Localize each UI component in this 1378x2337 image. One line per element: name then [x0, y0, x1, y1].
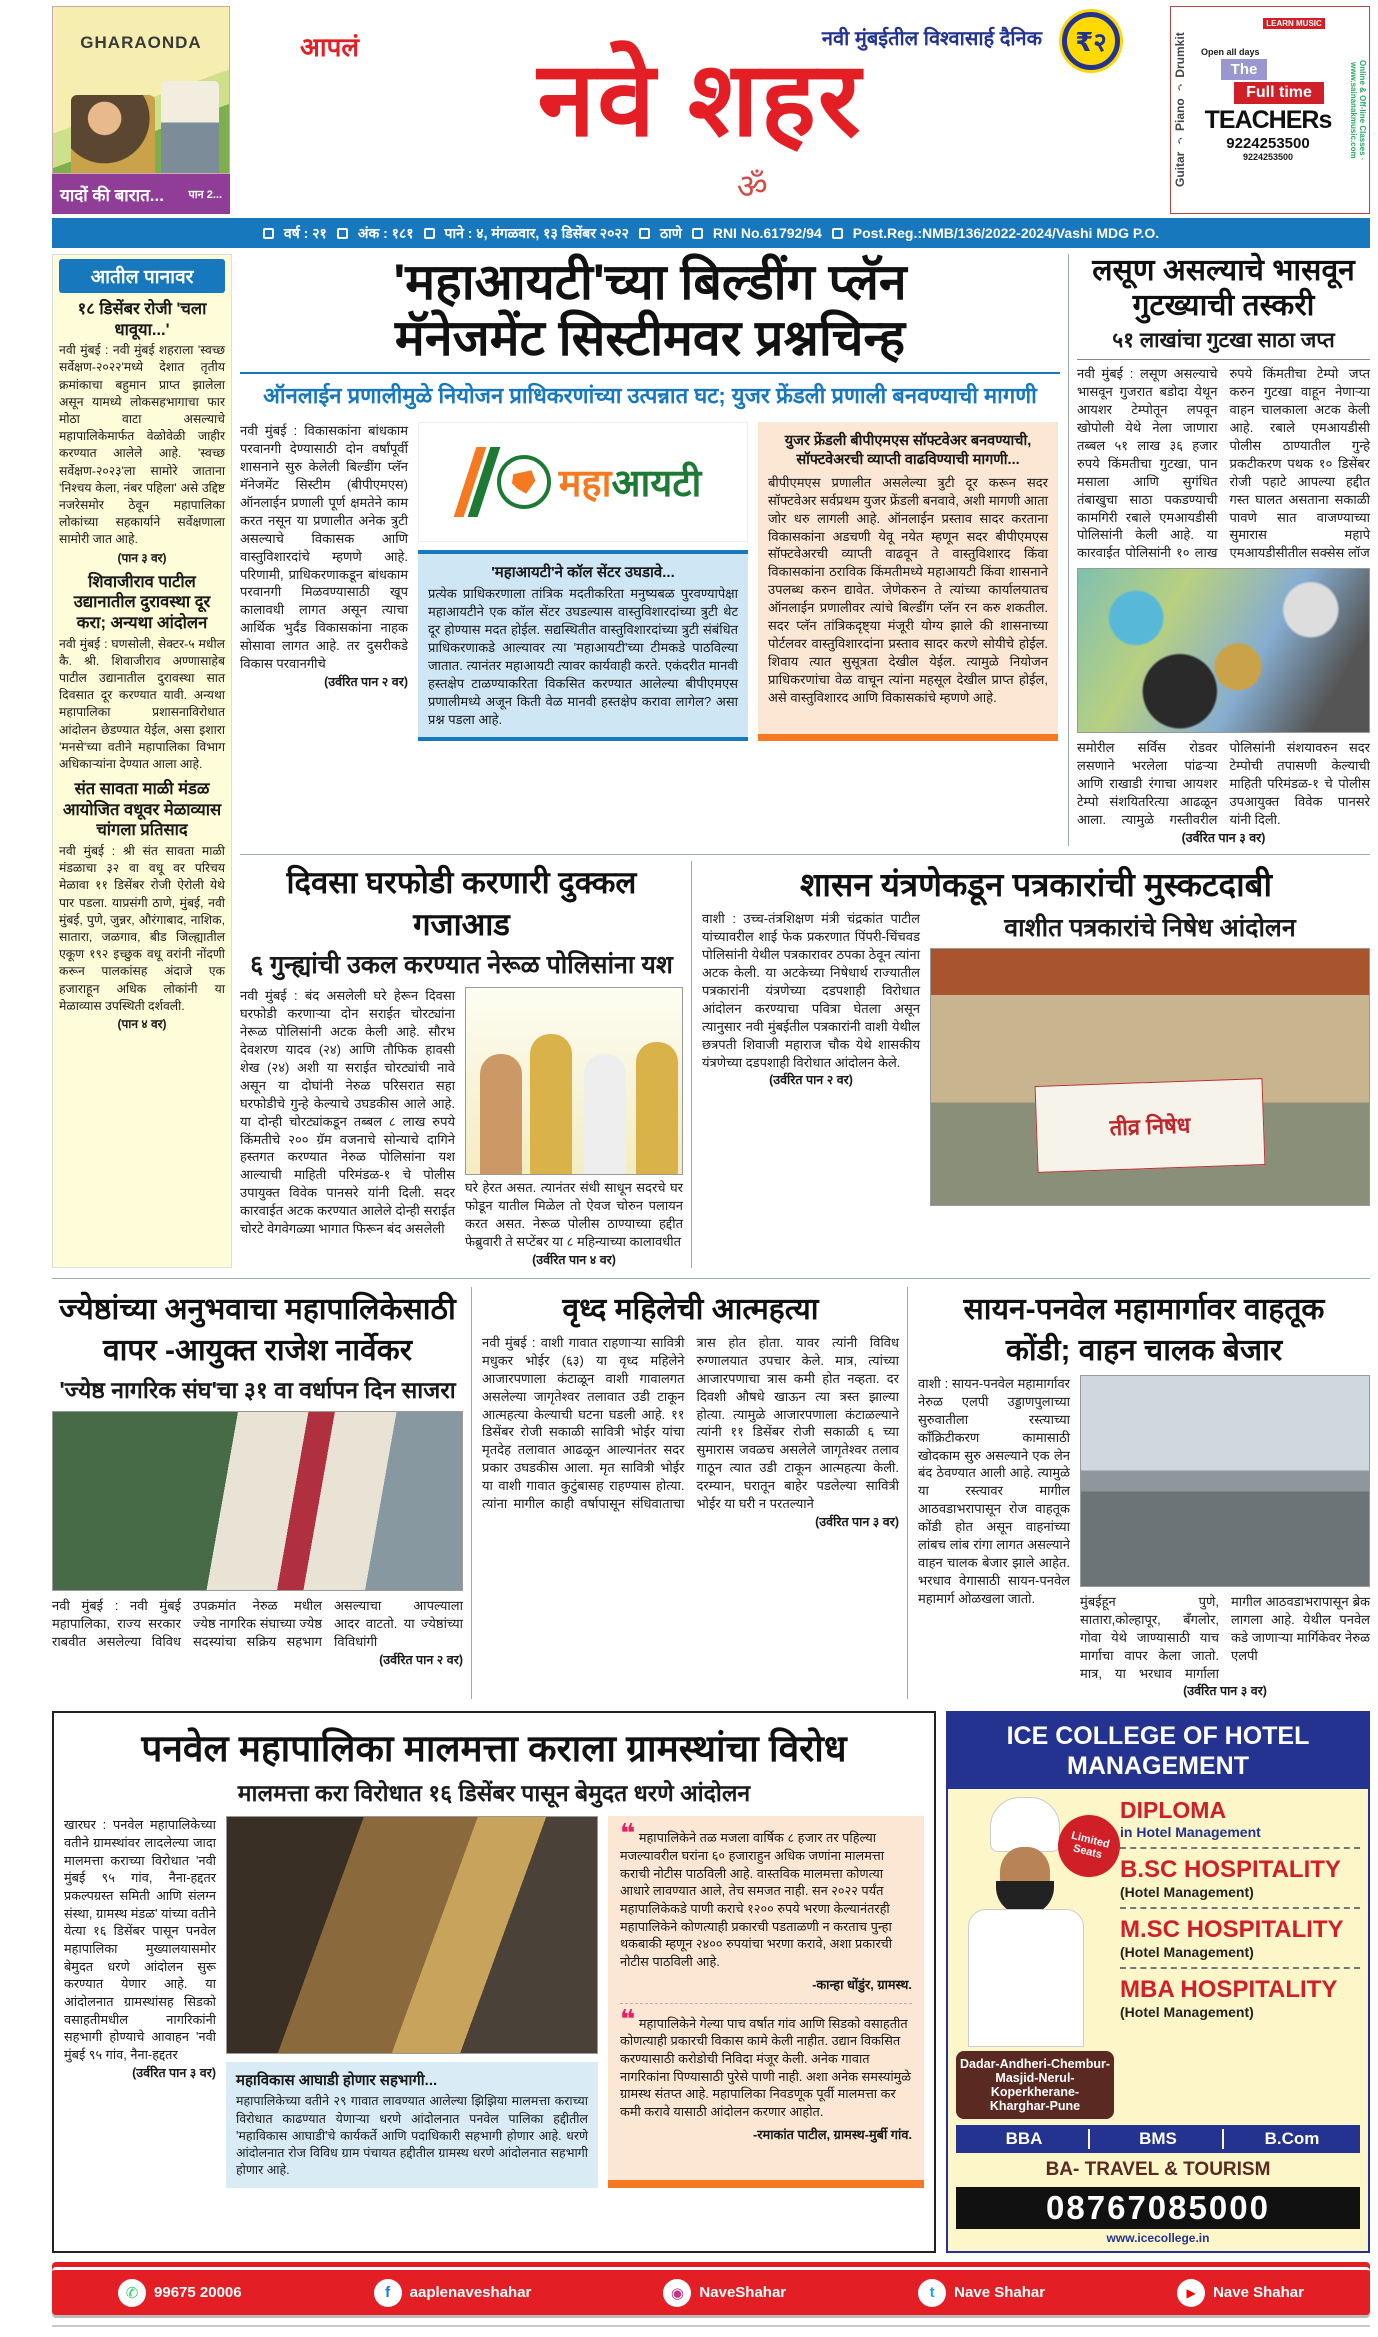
- bluebox-title: 'महाआयटी'ने कॉल सेंटर उघडावे...: [491, 564, 675, 581]
- panvel-jump: (उर्वरित पान ३ वर): [132, 2065, 216, 2080]
- traffic-body-2: मुंबईहून पुणे, सातारा,कोल्हापूर, बँगलोर, गोवा येथे जाण्यासाठी याच मार्गाचा वापर केला जातो. मात्र, या भरधाव मार्गाला मागील आठवडाभरापासून ब्रेक लागला आहे. येथील पनवेल कडे जाणाऱ्या मार्गिकेवर नेरुळ एलपी: [1080, 1593, 1370, 1681]
- ice-phone-number: 08767085000: [956, 2187, 1360, 2229]
- illustration-police-figure: [636, 1042, 678, 1174]
- suicide-body: नवी मुंबई : वाशी गावात राहणाऱ्या सावित्री मधुकर भोईर (६३) या वृध्द महिलेने आजारपणाला कंटाळून वाशी गावालगत असलेल्या जागृतेश्वर तलावात उडी टाकून आत्महत्या केल्याची घटना घडली आहे. ११ डिसेंबर रोजी सकाळी सावित्री भोईर यांचा मृतदेह तलावात आढळून आल्यानंतर सदर प्रकार उघडकीस आला. मृत सावित्री भोईर या वाशी गावात कुटुंबासह राहण्यास होत्या. त्यांना मागील काही वर्षापासून संधिवाताचा त्रास होत होता. यावर त्यांनी विविध रुग्णालयात उपचार केले. मात्र, त्यांच्या आजारपणाचा त्रास कमी होत नव्हता. दर दिवशी औषधे खाऊन त्या त्रस्त झाल्या होत्या. त्यामुळे आजारपणाला कंटाळल्याने त्यांनी ११ डिसेंबर रोजी सकाळी ६ च्या सुमारास जवळच असलेले जागृतेश्वर तलाव गाठून त्यात उडी टाकून आत्महत्या केली. दरम्यान, घरातून बाहेर पडलेल्या सावित्री भोईर या घरी न परतल्याने: [482, 1334, 899, 1512]
- gutkha-body-1: नवी मुंबई : लसूण असल्याचे भासवून गुजरात बडोदा येथून आयशर टेम्पोतून लपवून खोपोली येथे नेला जाणारा तब्बल ५१ लाख ३६ हजार रुपये किंमतीचा गुटखा, पान मसाला आणि सुगंधित तंबाखुचा साठा पकडण्याची कामगिरी रबाले एमआयडीसी पोलिसांनी केली आहे. या कारवाईत पोलिसांनी १० लाख रुपये किंमतीचा टेम्पो जप्त करुन गुटखा वाहून नेणाऱ्या वाहन चालकाला अटक केली आहे. रबाले एमआयडीसी पोलीस ठाण्यातील गुन्हे प्रकटीकरण पथक १० डिसेंबर रोजी पहाटे आपल्या हद्दीत गस्त घालत असताना सकाळी पावणे सात वाजण्याच्या सुमारास महापे एमआयडीसीतील सक्सेस लॉज: [1077, 366, 1370, 561]
- promo-strip-title: यादों की बारात...: [60, 185, 164, 205]
- traffic-headline-line2: कोंडी; वाहन चालक बेजार: [1005, 1333, 1283, 1367]
- seniors-article: [52, 1287, 472, 1700]
- quote-icon: ❝: [620, 2003, 636, 2034]
- protest-photo: [930, 948, 1370, 1206]
- divider: [1120, 1967, 1360, 1969]
- music-ad-open: Open all days: [1201, 47, 1260, 57]
- movie-poster-image: [52, 6, 230, 174]
- burglary-right-column: [465, 987, 683, 1268]
- masthead-tagline: नवी मुंबईतील विश्वासार्ह दैनिक: [821, 28, 1042, 50]
- inside-brief: [59, 299, 225, 566]
- panvel-headline: पनवेल महापालिका मालमत्ता कराला ग्रामस्थांचा विरोध: [141, 1728, 847, 1770]
- gutkha-jump: (उर्वरित पान ३ वर): [1181, 831, 1266, 845]
- brief-body: नवी मुंबई : श्री संत सावता माळी मंडळाचा ३२ वा वधू वर परिचय मेळावा ११ डिसेंबर रोजी ऐरोली येथे पार पडला. याप्रसंगी ठाणे, मुंबई, नवी मुंबई, पुणे, जुन्नर, औरंगाबाद, नाशिक, सातारा, जळगाव, बीड जिल्ह्यातील एकूण १९२ इच्छुक वधू वरांनी नोंदणी करून पालकांसह अंदाजे एक हजाराहून अधिक लोकांनी या मेळाव्यास उपस्थिती दर्शवली.: [59, 844, 225, 1013]
- protest-banner: तीव्र निषेध: [1035, 1078, 1266, 1173]
- ice-ad-programs: [1114, 1797, 1360, 2119]
- lead-article: [240, 254, 1060, 846]
- program-mba: MBA HOSPITALITY: [1120, 1976, 1338, 2004]
- burglary-article: [240, 861, 692, 1268]
- movie-promo: [52, 6, 230, 214]
- whatsapp-icon: ✆: [118, 2279, 146, 2307]
- program-msc: M.SC HOSPITALITY: [1120, 1916, 1344, 1944]
- chef-hat-icon: [990, 1797, 1060, 1852]
- mahait-logo: [418, 422, 748, 542]
- checkbox-icon: [692, 228, 703, 239]
- dateline-rni: RNI No.61792/94: [712, 225, 822, 241]
- logo-wreath-icon: [497, 455, 551, 509]
- seniors-headline-line2: वापर -आयुक्त राजेश नार्वेकर: [102, 1333, 413, 1367]
- gutkha-headline-line2: गुटख्याची तस्करी: [1132, 288, 1315, 322]
- journalists-headline: शासन यंत्रणेकडून पत्रकारांची मुस्कटदाबी: [799, 866, 1273, 903]
- divider: [1120, 1847, 1360, 1849]
- ice-website: www.icecollege.in: [1106, 2231, 1210, 2246]
- ice-ad-title-line2: MANAGEMENT: [1067, 1752, 1249, 1781]
- movie-poster-title: GHARAONDA: [80, 33, 202, 52]
- seniors-body: नवी मुंबई : नवी मुंबई महापालिका, राज्य सरकार राबवीत असलेल्या विविध उपक्रमांत नेरुळ मधील ज्येष्ठ नागरिक संघाच्या ज्येष्ठ सदस्यांचा सक्रिय सहभाग असल्याचा आपल्याला आदर वाटतो. या ज्येष्ठांच्या विविधांगी: [52, 1597, 463, 1649]
- promo-strip-page: पान 2...: [188, 188, 222, 201]
- checkbox-icon: [263, 228, 274, 239]
- traffic-right-column: [1080, 1375, 1370, 1700]
- footer-instagram: [663, 2279, 786, 2307]
- demand-highlight-box: [758, 422, 1058, 741]
- lead-jump: (उर्वरित पान २ वर): [324, 675, 408, 690]
- music-ad-body: [1187, 9, 1349, 211]
- burglary-subhead: ६ गुन्ह्यांची उकल करण्यात नेरूळ पोलिसांना यश: [250, 951, 673, 979]
- music-ad-learn: LEARN MUSIC: [1263, 18, 1325, 29]
- facebook-icon: f: [374, 2279, 402, 2307]
- ice-ug-bar: [956, 2125, 1360, 2153]
- lead-body-text: नवी मुंबई : विकासकांना बांधकाम परवानगी देण्यासाठी दोन वर्षांपूर्वी शासनाने सुरु केलेली बिल्डींग प्लॅन मॅनेजमेंट सिस्टीम (बीपीएमएस) ऑनलाईन प्रणाली पूर्ण क्षमतेने काम करत नसून या प्रणालीत अनेक त्रुटी असल्याचे विकासक आणि वास्तुविशारदांचे म्हणणे आहे. परिणामी, प्राधिकरणाकडून बांधकाम परवानगी मिळवण्यासाठी खूप कालावधी लागत असून त्याचा आर्थिक भुर्दंड विकासकांना नाहक सोसावा लागत आहे. तर दुसरीकडे विकास परवानगीचे: [240, 423, 408, 672]
- burglary-headline: दिवसा घरफोडी करणारी दुक्कल गजाआड: [286, 865, 637, 942]
- journalists-body: वाशी : उच्च-तंत्रशिक्षण मंत्री चंद्रकांत पाटील यांच्यावरील शाई फेक प्रकरणात पिंपरी-चिंचवड पोलिसांनी येथील पत्रकारावर ठपका ठेवून त्यांना अटक केली. या अटकेच्या निषेधार्थ राज्यातील पत्रकारांनी यंत्रणेच्या दडपशाही विरोधात आंदोलन करण्याचा पवित्रा घेतला असून त्यानुसार नवी मुंबईतील पत्रकारांनी वाशी येथील छत्रपती शिवाजी महाराज चौक येथे शासकीय यंत्रणेच्या दडपशाही विरोधात आंदोलन केले.: [702, 911, 920, 1070]
- music-ad-phone: 9224253500: [1226, 135, 1310, 152]
- journalists-subhead: वाशीत पत्रकारांचे निषेध आंदोलन: [1004, 914, 1296, 942]
- ice-ad-title: [948, 1713, 1368, 1789]
- twitter-handle: Nave Shahar: [954, 2284, 1046, 2302]
- orangebox-title-line1: युजर फ्रेंडली बीपीएमएस सॉफ्टवेअर बनवण्याची,: [784, 433, 1032, 449]
- checkbox-icon: [832, 228, 843, 239]
- journalists-jump: (उर्वरित पान २ वर): [769, 1073, 853, 1088]
- inside-brief: [59, 779, 225, 1032]
- journalists-right-column: [930, 910, 1370, 1206]
- chef-coat: [968, 1909, 1084, 2047]
- ice-college-ad: [946, 1711, 1370, 2253]
- newspaper-title: नवे शहर: [537, 42, 863, 158]
- gutkha-headline-line1: लसूण असल्याचे भासवून: [1092, 254, 1355, 287]
- traffic-jam-photo: [1080, 1375, 1370, 1587]
- poster-figure-right: [161, 81, 219, 173]
- footer-facebook: [374, 2279, 532, 2307]
- divider: [1120, 1907, 1360, 1909]
- program-ba-travel: BA- TRAVEL & TOURISM: [1045, 2159, 1271, 2181]
- traffic-article: [918, 1287, 1370, 1700]
- promo-strip: [52, 174, 230, 214]
- gutkha-headline: [1077, 254, 1370, 323]
- mahavikas-box: [226, 2062, 598, 2187]
- music-ad-fulltime: Full time: [1234, 82, 1324, 104]
- quote-1-author: -कान्हा धोंडुंर, ग्रामस्थ.: [812, 1976, 912, 1992]
- ice-ad-title-line1: ICE COLLEGE OF HOTEL: [1006, 1722, 1310, 1751]
- quote-1-text: महापालिकेने तळ मजला वार्षिक ८ हजार तर पहिल्या मजल्यावरील घरांना ६० हजाराहुन अधिक जणांना मालमत्ता कराची नोटीस पाठविली आहे. वास्तविक मालमत्ता कोणत्या आधारे लावण्यात आले, तेच समजत नाही. सन २०२२ पर्यंत महापालिकेकडे पाणी कराचे १२०० रुपये भरणा केल्यानंतरही महापालिकेने कोणत्याही प्रकारची पडताळणी न करताच पुन्हा थकबाकी म्हणून २४०० रुपयांचा भरणा करावे, अशा प्रकारची नोटीस पाठविली आहे.: [620, 1830, 893, 1970]
- price-badge: ₹२: [1062, 12, 1120, 70]
- footer-social-bar: [52, 2267, 1370, 2315]
- masthead: [240, 6, 1160, 214]
- music-ad-phone-small: 9224253500: [1242, 152, 1294, 162]
- illustration-figure: [480, 1054, 522, 1174]
- youtube-handle: Nave Shahar: [1213, 2284, 1304, 2302]
- quote-2-author: -रमाकांत पाटील, ग्रामस्थ-मुर्बी गांव.: [753, 2126, 912, 2142]
- arrest-illustration: [465, 987, 683, 1175]
- orangebox-title: [768, 432, 1048, 470]
- gutkha-smuggling-article: [1068, 254, 1370, 846]
- brief-jump: (पान ३ वर): [117, 550, 167, 565]
- page-bottom-rule: [52, 2325, 1370, 2327]
- music-ad-website: Online & Off-line Classes · www.sainanakmusic.com: [1349, 59, 1367, 161]
- village-meeting-photo: [226, 1816, 598, 2054]
- orangebox-body: बीपीएमएस प्रणालीत असलेल्या त्रुटी दूर करून सदर सॉफ्टवेअर सर्वप्रथम युजर फ्रेंडली बनवावे, अशी मागणी आता जोर धरु लागली आहे. ऑनलाईन प्रस्ताव सादर करताना विकासकांना अडचणी येवू नयेत म्हणून सदर बीपीएमएस सॉफ्टवेअरची व्याप्ती वाढवून ते वास्तुविशारद किंवा विकासकांना ठराविक किंमतीमध्ये महाआयटी किंवा शासनाने उपलब्ध करुन द्यावेत. जेणेकरुन ते त्यांच्या कार्यालयातच ऑनलाईन प्रणालीवर त्यांचे बिल्डींग प्लॅन रन करु शकतील. सदर प्लॅन तांत्रिकदृष्ट्या मंजूरी योग्य झाले की शासनाच्या पोर्टलवर वास्तुविशारदांना प्रस्ताव सादर करणे सोयीचे होईल. शिवाय त्यात सुसूत्रता देखील येईल. त्यामुळे नियोजन प्राधिकरणांचा वेळ वाचून त्यांना महसूल देखील प्राप्त होईल, असे वास्तुविशारद आणि विकासकांचे म्हणणे आहे.: [768, 474, 1048, 705]
- illustration-police-figure: [530, 1034, 572, 1174]
- program-bba: BBA: [960, 2129, 1090, 2149]
- footer-youtube: [1177, 2279, 1304, 2307]
- inside-pages-header: आतील पानावर: [59, 259, 225, 293]
- program-bms: BMS: [1094, 2129, 1224, 2149]
- brief-jump: (पान ४ वर): [117, 1017, 167, 1032]
- dateline-city: ठाणे: [659, 224, 682, 241]
- panvel-body: खारघर : पनवेल महापालिकेच्या वतीने ग्रामस्थांवर लादलेल्या जादा मालमत्ता कराच्या विरोधात 'नवी मुंबई ९५ गांव, नैना-हद्दतर प्रकल्पग्रस्त समिती आणि संलग्न संस्था, ग्रामस्थ मंडळ' यांच्या वतीने येत्या १६ डिसेंबर पासून पनवेल महापालिका मुख्यालयासमोर बेमुदत धरणे आंदोलन सुरू करण्यात येणार आहे. या आंदोलनात ग्रामस्थांसह सिडको वसाहतीमधील नागरिकांनी सहभागी होण्याचे आवाहन 'नवी मुंबई ९५ गांव, नैना-हद्दतर: [64, 1817, 216, 2062]
- facebook-handle: aaplenaveshahar: [409, 2284, 532, 2302]
- quote-2-text: महापालिकेने गेल्या पाच वर्षात गांव आणि सिडको वसाहतीत कोणत्याही प्रकारची विकास कामे केली नाहीत. उद्यान विकसित करण्यासाठी करोडोची निविदा मंजूर केली. अनेक गावात नागरिकांना पिण्यासाठी पुरेसे पाणी नाही. अशा अनेक समस्यांमुळे ग्रामस्थ संतप्त आहे. महापालिका निवडणूक पूर्वी मालमत्ता कर कमी करावे यासाठी आंदोलन करणार आहोत.: [620, 2015, 912, 2119]
- instagram-handle: NaveShahar: [699, 2284, 787, 2302]
- youtube-icon: ▶: [1177, 2279, 1205, 2307]
- checkbox-icon: [639, 228, 650, 239]
- villager-quotes-box: [608, 1816, 924, 2187]
- quote-divider: [620, 2003, 912, 2004]
- burglary-body-1: नवी मुंबई : बंद असलेली घरे हेरून दिवसा घरफोडी करणाऱ्या दोन सराईत चोरट्यांना नेरूळ पोलिसांनी अटक केली आहे. सौरभ देवशरण यादव (२४) आणि तौफिक हावसी शेख (२४) अशी या सराईत चोरट्यांची नावे असून या दोघांनी नेरुळ परिसरात सहा घरफोडीचे गुन्हे केल्याचे उघडकीस आले आहे. या दोन्ही चोरट्यांकडून तब्बल ८ लाख रुपये किंमतीचे २०० ग्रॅम वजनाचे सोन्याचे दागिने हस्तगत करण्यात नेरुळ पोलिसांना यश आल्याची माहिती परिमंडळ-१ चे पोलीस उपायुक्त विवेक पानसरे यांनी दिली. सदर कारवाईत अटक करण्यात आलेले दोन्ही सराईत चोरटे वेगवेगळ्या भागात फिरून बंद असलेली: [240, 988, 455, 1237]
- bluebox-body: प्रत्येक प्राधिकरणाला तांत्रिक मदतीकरिता मनुष्यबळ पुरवण्यापेक्षा महाआयटीने एक कॉल सेंटर उघडल्यास वास्तुविशारदांच्या त्रुटी थेट दूर होण्यास मदत होईल. सद्यस्थितीत वास्तुविशारदांच्या त्रुटी संबंधित प्राधिकरणाकडे आल्यावर त्या 'महाआयटी'च्या टीमकडे पाठविल्या जातात. त्यानंतर महाआयटी त्यावर कार्यवाही करते. एकंदरीत मानवी हस्तक्षेप टाळण्याकरिता विकसित करण्यात आलेल्या बीपीएमएस प्रणालीमध्ये अजून किती वेळ मानवी हस्तक्षेप करावा लागेल? असा प्रश्न पडला आहे.: [428, 586, 738, 727]
- brief-headline: शिवाजीराव पाटील उद्यानातील दुरावस्था दूर करा; अन्यथा आंदोलन: [73, 572, 211, 632]
- checkbox-icon: [424, 228, 435, 239]
- dateline-postreg: Post.Reg.:NMB/136/2022-2024/Vashi MDG P.O.: [852, 225, 1160, 241]
- traffic-headline-line1: सायन-पनवेल महामार्गावर वाहतूक: [963, 1292, 1325, 1326]
- music-ad-teachers: TEACHERs: [1204, 106, 1332, 134]
- lead-subhead: ऑनलाईन प्रणालीमुळे नियोजन प्राधिकरणांच्या उत्पन्नात घट; युजर फ्रेंडली प्रणाली बनवण्याची मागणी: [240, 372, 1060, 416]
- page-header: [52, 6, 1370, 214]
- footer-twitter: [918, 2279, 1045, 2307]
- seniors-jump: (उर्वरित पान २ वर): [379, 1652, 463, 1667]
- music-classes-ad: [1170, 6, 1370, 214]
- inside-brief: [59, 572, 225, 774]
- lead-column-1: [240, 422, 408, 741]
- mahavikas-box-title: महाविकास आघाडी होणार सहभागी...: [236, 2072, 438, 2090]
- dateline-volume: वर्ष : २१: [283, 224, 327, 241]
- panvel-left-column: [64, 1816, 216, 2187]
- panvel-tax-article: [52, 1711, 936, 2253]
- ice-locations: Dadar-Andheri-Chembur- Masjid-Nerul-Koperkherane- Kharghar-Pune: [956, 2051, 1114, 2119]
- burglary-jump: (उर्वरित पान ४ वर): [532, 1252, 616, 1267]
- illustration-figure: [584, 1054, 626, 1174]
- suicide-article: [482, 1287, 908, 1700]
- dateline-date: पाने : ४, मंगळवार, १३ डिसेंबर २०२२: [444, 224, 629, 241]
- seniors-subhead: 'ज्येष्ठ नागरिक संघ'चा ३१ वा वर्धापन दिन साजरा: [59, 1376, 456, 1403]
- logo-text-it: आयटी: [611, 463, 702, 505]
- program-msc-sub: (Hotel Management): [1120, 1944, 1254, 1961]
- dateline-issue: अंक : १८१: [357, 224, 414, 241]
- lead-middle-column: [418, 422, 748, 741]
- music-ad-the: The: [1221, 59, 1268, 80]
- brief-body: नवी मुंबई : नवी मुंबई शहराला 'स्वच्छ सर्वेक्षण-२०२२'मध्ये देशात तृतीय क्रमांकाचा बहुमान प्राप्त झालेला असून यामध्ये लोकसहभागाचा फार मोठा वाटा असल्याचे महापालिकेमार्फत वेळोवेळी जाहीर करण्यात आलेले आहे. 'स्वच्छ सर्वेक्षण-२०२३'ला सामोरे जाताना 'निश्चय केला, नंबर पहिला' असे उद्दिष्ट नजरेसमोर ठेवून महापालिका लोकांच्या सहकार्याने सर्वेक्षणाला सामोरी जात आहे.: [59, 343, 225, 547]
- whatsapp-number: 99675 20006: [154, 2284, 242, 2302]
- brief-body: नवी मुंबई : घणसोली, सेक्टर-५ मधील कै. श्री. शिवाजीराव अण्णासाहेब पाटील उद्यानातील दुरावस्था सात दिवसात दूर करण्यात यावी. अन्यथा महापालिका प्रशासनाविरोधात आंदोलन छेडण्यात येईल, असा इशारा 'मनसे'च्या वतीने महापालिका विभाग अधिकाऱ्यांना देण्यात आला आहे.: [59, 636, 225, 771]
- logo-text-maha: महा: [558, 463, 612, 505]
- burglary-body-2: घरे हेरत असत. त्यानंतर संधी साधून सदरचे घर फोडून यातील मिळेल तो ऐवज चोरुन पलायन करत असत. नेरूळ पोलीस ठाण्याच्या हद्दीत फेब्रुवारी ते सप्टेंबर या ८ महिन्याच्या कालावधीत: [465, 1180, 683, 1249]
- call-center-highlight-box: [418, 550, 748, 741]
- lead-headline-line1: 'महाआयटी'च्या बिल्डींग प्लॅन: [393, 254, 907, 310]
- journalists-protest-article: [702, 861, 1370, 1268]
- lead-headline-line2: मॅनेजमेंट सिस्टीमवर प्रश्नचिन्ह: [394, 310, 906, 366]
- dateline-bar: [52, 218, 1370, 248]
- program-bcom: B.Com: [1264, 2129, 1320, 2149]
- mahavikas-box-body: महापालिकेच्या वतीने २९ गावात लावण्यात आलेल्या झिझिया मालमत्ता कराच्या विरोधात काढण्यात येणाऱ्या धरणे आंदोलनात पनवेल पालिका हद्दीतील 'महाविकास आघाडी'चे कार्यकर्ते आणि पदाधिकारी सहभागी होणार आहे. धरणे आंदोलनात रोज विविध ग्राम पंचायत हद्दीतील ग्रामस्थ धरणे आंदोलनात सहभागी होणार आहे.: [236, 2094, 588, 2178]
- panvel-subhead: मालमत्ता करा विरोधात १६ डिसेंबर पासून बेमुदत धरणे आंदोलन: [237, 1780, 751, 1807]
- orangebox-title-line2: सॉफ्टवेअरची व्याप्ती वाढविण्याची मागणी...: [796, 451, 1020, 468]
- maharashtra-map-icon: [511, 469, 537, 495]
- program-diploma-sub: in Hotel Management: [1120, 1824, 1261, 1841]
- traffic-jump: (उर्वरित पान ३ वर): [1183, 1684, 1267, 1699]
- footer-whatsapp: [118, 2279, 242, 2307]
- program-mba-sub: (Hotel Management): [1120, 2004, 1254, 2021]
- program-bsc: B.SC HOSPITALITY: [1120, 1856, 1341, 1884]
- brief-headline: १८ डिसेंबर रोजी 'चला धावूया...': [77, 300, 207, 339]
- checkbox-icon: [337, 228, 348, 239]
- seniors-headline-line1: ज्येष्ठांच्या अनुभवाचा महापालिकेसाठी: [59, 1292, 456, 1326]
- quote-icon: ❝: [620, 1818, 636, 1849]
- twitter-icon: t: [918, 2279, 946, 2307]
- anniversary-event-photo: [52, 1411, 463, 1591]
- poster-figure-left: [71, 95, 155, 173]
- gutkha-subhead: ५१ लाखांचा गुटखा साठा जप्त: [1077, 323, 1370, 360]
- masthead-pre-title: आपलं: [300, 32, 359, 62]
- program-diploma: DIPLOMA: [1120, 1797, 1227, 1824]
- inside-pages-panel: [52, 254, 232, 1268]
- traffic-headline: [918, 1287, 1370, 1369]
- seniors-headline: [52, 1287, 463, 1369]
- ice-ad-left: [956, 1797, 1114, 2119]
- journalists-left-column: [702, 910, 920, 1206]
- suicide-headline: वृध्द महिलेची आत्महत्या: [562, 1292, 819, 1326]
- brief-headline: संत सावता माळी मंडळ आयोजित वधूवर मेळाव्यास चांगला प्रतिसाद: [62, 780, 222, 840]
- limited-seats-badge: Limited Seats: [1051, 1809, 1126, 1884]
- program-bsc-sub: (Hotel Management): [1120, 1884, 1254, 1901]
- traffic-body-1: वाशी : सायन-पनवेल महामार्गावर नेरुळ एलपी उड्डाणपुलाच्या सुरुवातीला रस्त्याच्या कॉंक्रिटीकरण कामासाठी खोदकाम सुरु असल्याने एक लेन बंद ठेवण्यात आली आहे. त्यामुळे या रस्त्यावर मागील आठवडाभरापासून रोज वाहतूक कोंडी होत असून वाहनांच्या लांबच लांब रांगा लागत असल्याने वाहन चालक बेजार झाले आहेत. भरधाव वेगासाठी सायन-पनवेल महामार्ग ओळखला जातो.: [918, 1375, 1070, 1606]
- music-ad-instruments: Guitar ♪ Piano ♪ Drumkit: [1173, 32, 1187, 188]
- panvel-middle-column: [226, 1816, 598, 2187]
- lead-headline: [240, 254, 1060, 366]
- mahait-logo-text: [559, 456, 702, 508]
- gutkha-seizure-photo: [1077, 568, 1370, 733]
- ganesh-icon: ॐ: [736, 168, 768, 206]
- instagram-icon: ◉: [663, 2279, 691, 2307]
- suicide-jump: (उर्वरित पान ३ वर): [815, 1515, 899, 1530]
- gutkha-body-2: समोरील सर्विस रोडवर लसणाने भरलेला पांढऱ्या आणि राखाडी रंगाचा आयशर टेम्पो संशयितरित्या आढळून आला. त्यामुळे गस्तीवरील पोलिसांनी संशयावरुन सदर टेम्पोची तपासणी केल्याची माहिती परिमंडळ-१ चे पोलीस उपआयुक्त विवेक पानसरे यांनी दिली.: [1077, 740, 1370, 828]
